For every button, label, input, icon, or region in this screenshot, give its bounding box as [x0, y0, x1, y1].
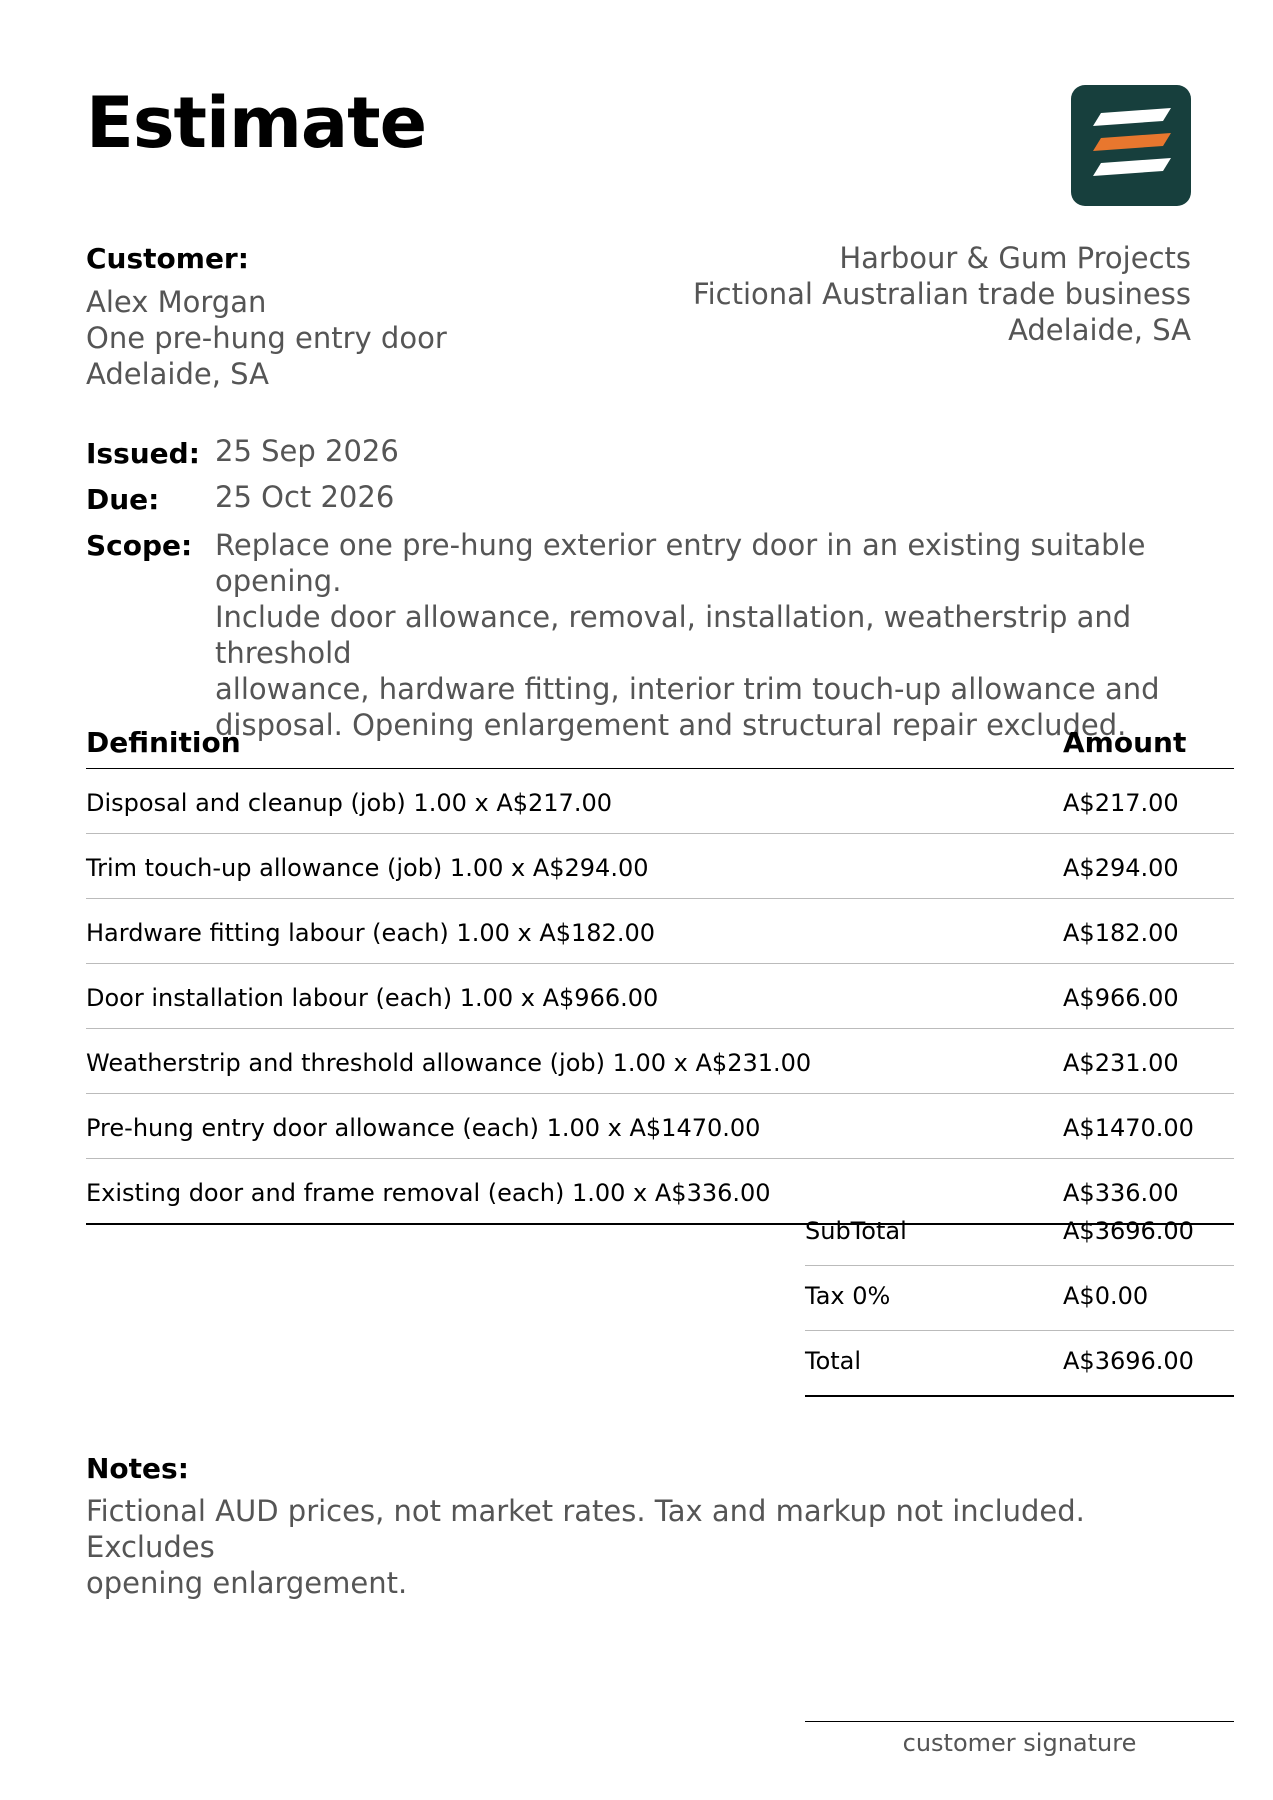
signature-label: customer signature [902, 1729, 1137, 1757]
scope-line: Include door allowance, removal, installation, weatherstrip and threshold [215, 600, 1132, 670]
scope-line: allowance, hardware fitting, interior trim touch-up allowance and [215, 672, 1160, 706]
row-amount: A$1470.00 [1063, 1114, 1194, 1142]
column-header-definition: Definition [86, 726, 241, 759]
signature-line [805, 1721, 1234, 1722]
total-label: Total [805, 1347, 862, 1375]
row-description: Existing door and frame removal (each) 1.00 x A$336.00 [86, 1179, 771, 1207]
scope-label: Scope: [86, 529, 193, 562]
row-amount: A$294.00 [1063, 854, 1179, 882]
issued-label: Issued: [86, 437, 200, 470]
notes-label: Notes: [86, 1452, 189, 1485]
issued-date: 25 Sep 2026 [215, 434, 399, 468]
total-value: A$3696.00 [1063, 1347, 1194, 1375]
business-location: Adelaide, SA [1008, 313, 1191, 347]
logo-stripes-icon [1071, 85, 1191, 206]
row-amount: A$966.00 [1063, 984, 1179, 1012]
business-details [693, 240, 1191, 348]
customer-job: One pre-hung entry door [86, 321, 447, 355]
scope-line: Replace one pre-hung exterior entry door in an existing suitable opening. [215, 528, 1146, 598]
scope-text [215, 527, 1225, 743]
due-date: 25 Oct 2026 [215, 480, 395, 514]
customer-name: Alex Morgan [86, 285, 267, 319]
due-label: Due: [86, 483, 160, 516]
notes-line: opening enlargement. [86, 1566, 408, 1600]
row-description: Door installation labour (each) 1.00 x A$966.00 [86, 984, 659, 1012]
row-description: Disposal and cleanup (job) 1.00 x A$217.00 [86, 789, 612, 817]
table-row [86, 964, 1234, 1029]
row-amount: A$336.00 [1063, 1179, 1179, 1207]
subtotal-value: A$3696.00 [1063, 1217, 1194, 1245]
customer-location: Adelaide, SA [86, 357, 269, 391]
row-amount: A$217.00 [1063, 789, 1179, 817]
business-tagline: Fictional Australian trade business [693, 277, 1191, 311]
company-logo-icon [1071, 85, 1191, 206]
subtotal-label: SubTotal [805, 1217, 907, 1245]
totals-block [805, 1201, 1234, 1397]
tax-label: Tax 0% [805, 1282, 891, 1310]
row-amount: A$182.00 [1063, 919, 1179, 947]
notes-line: Fictional AUD prices, not market rates. Tax and markup not included. Excludes [86, 1494, 1085, 1564]
scope-line: disposal. Opening enlargement and structural repair excluded. [215, 708, 1127, 742]
business-name: Harbour & Gum Projects [839, 241, 1191, 275]
table-row [86, 834, 1234, 899]
tax-value: A$0.00 [1063, 1282, 1149, 1310]
page-title: Estimate [86, 82, 427, 164]
line-items-table [86, 720, 1234, 1225]
row-description: Weatherstrip and threshold allowance (job) 1.00 x A$231.00 [86, 1049, 812, 1077]
row-description: Pre-hung entry door allowance (each) 1.00 x A$1470.00 [86, 1114, 761, 1142]
table-row [86, 1029, 1234, 1094]
total-row [805, 1331, 1234, 1397]
table-header [86, 720, 1234, 769]
table-row [86, 769, 1234, 834]
row-amount: A$231.00 [1063, 1049, 1179, 1077]
row-description: Hardware fitting labour (each) 1.00 x A$182.00 [86, 919, 655, 947]
customer-label: Customer: [86, 242, 249, 275]
subtotal-row [805, 1201, 1234, 1266]
row-description: Trim touch-up allowance (job) 1.00 x A$294.00 [86, 854, 649, 882]
tax-row [805, 1266, 1234, 1331]
notes-text [86, 1493, 1206, 1601]
column-header-amount: Amount [1063, 726, 1187, 759]
customer-details [86, 284, 447, 392]
table-row [86, 1094, 1234, 1159]
table-row [86, 899, 1234, 964]
